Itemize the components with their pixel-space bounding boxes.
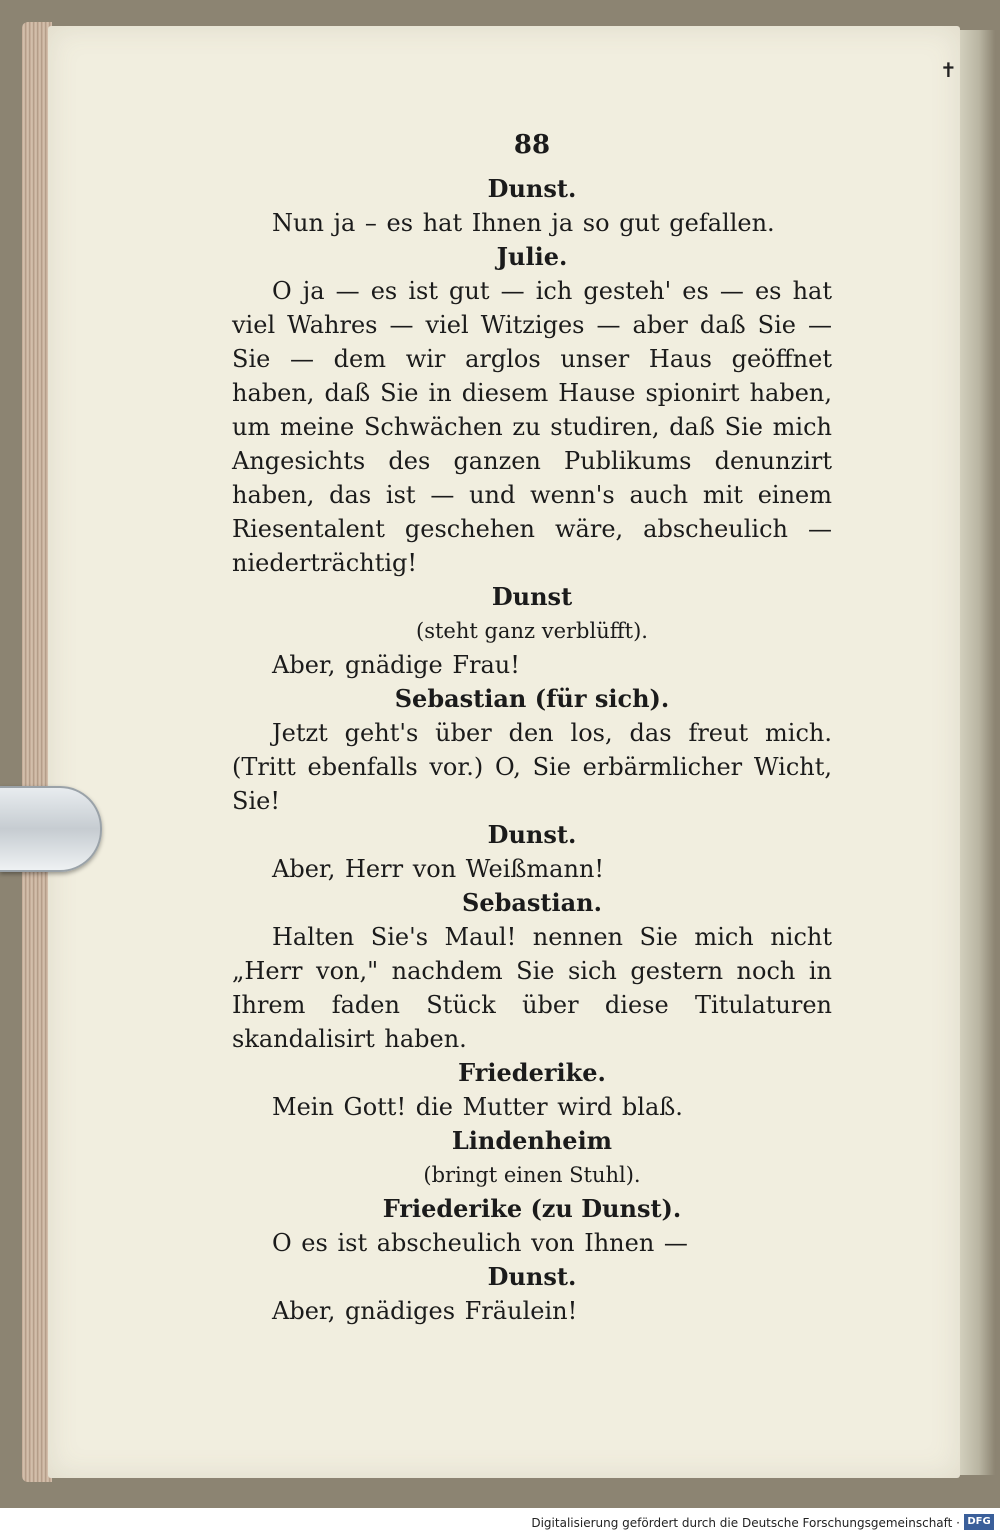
dialogue-line: Halten Sie's Maul! nennen Sie mich nicht „Herr von," nachdem Sie sich gestern noch in Ihrem faden Stück über diese Titulaturen skandalisirt haben. (232, 923, 832, 1053)
dialogue-line: Aber, Herr von Weißmann! (272, 855, 605, 883)
dialogue-line: O es ist abscheulich von Ihnen — (272, 1229, 688, 1257)
page-gutter-shadow (955, 30, 995, 1475)
dialogue-line: Nun ja – es hat Ihnen ja so gut gefallen. (272, 209, 775, 237)
dialogue-line: Jetzt geht's über den los, das freut mich. (Tritt ebenfalls vor.) O, Sie erbärmlicher Wicht, Sie! (232, 719, 832, 815)
speaker-label: Dunst. (487, 820, 577, 849)
dialogue-line: Aber, gnädige Frau! (272, 651, 520, 679)
speaker-label: Sebastian. (461, 888, 602, 917)
speaker-label: Sebastian (für sich). (394, 684, 670, 713)
dialogue-line: Aber, gnädiges Fräulein! (272, 1297, 578, 1325)
footer-bar (0, 1508, 1000, 1538)
speaker-label: Julie. (496, 242, 568, 271)
footer-credit: Digitalisierung gefördert durch die Deutsche Forschungsgemeinschaft · (531, 1516, 960, 1530)
margin-mark: ✝ (940, 58, 957, 82)
speaker-label: Dunst (491, 582, 573, 611)
speaker-label: Friederike (zu Dunst). (382, 1194, 682, 1223)
page-number: 88 (513, 130, 551, 160)
speaker-label: Friederike. (458, 1058, 606, 1087)
stage-direction: (steht ganz verblüfft). (416, 619, 648, 643)
speaker-label: Dunst. (487, 174, 577, 203)
dialogue-line: O ja — es ist gut — ich gesteh' es — es hat viel Wahres — viel Witziges — aber daß Sie — Sie — dem wir arglos unser Haus geöffnet haben, daß Sie in diesem Hause spionirt haben, um meine Schwächen zu studiren, daß Sie mich Angesichts des ganzen Publikums denunzirt haben, das ist — und wenn's auch mit einem Riesentalent geschehen wäre, abscheulich — niederträchtig! (232, 277, 832, 577)
speaker-label: Dunst. (487, 1262, 577, 1291)
dialogue-line: Mein Gott! die Mutter wird blaß. (272, 1093, 683, 1121)
page-clip (0, 786, 102, 872)
stage-direction: (bringt einen Stuhl). (423, 1163, 641, 1187)
speaker-label: Lindenheim (451, 1126, 613, 1155)
page-text (232, 128, 832, 1328)
dfg-logo: DFG (964, 1514, 994, 1530)
